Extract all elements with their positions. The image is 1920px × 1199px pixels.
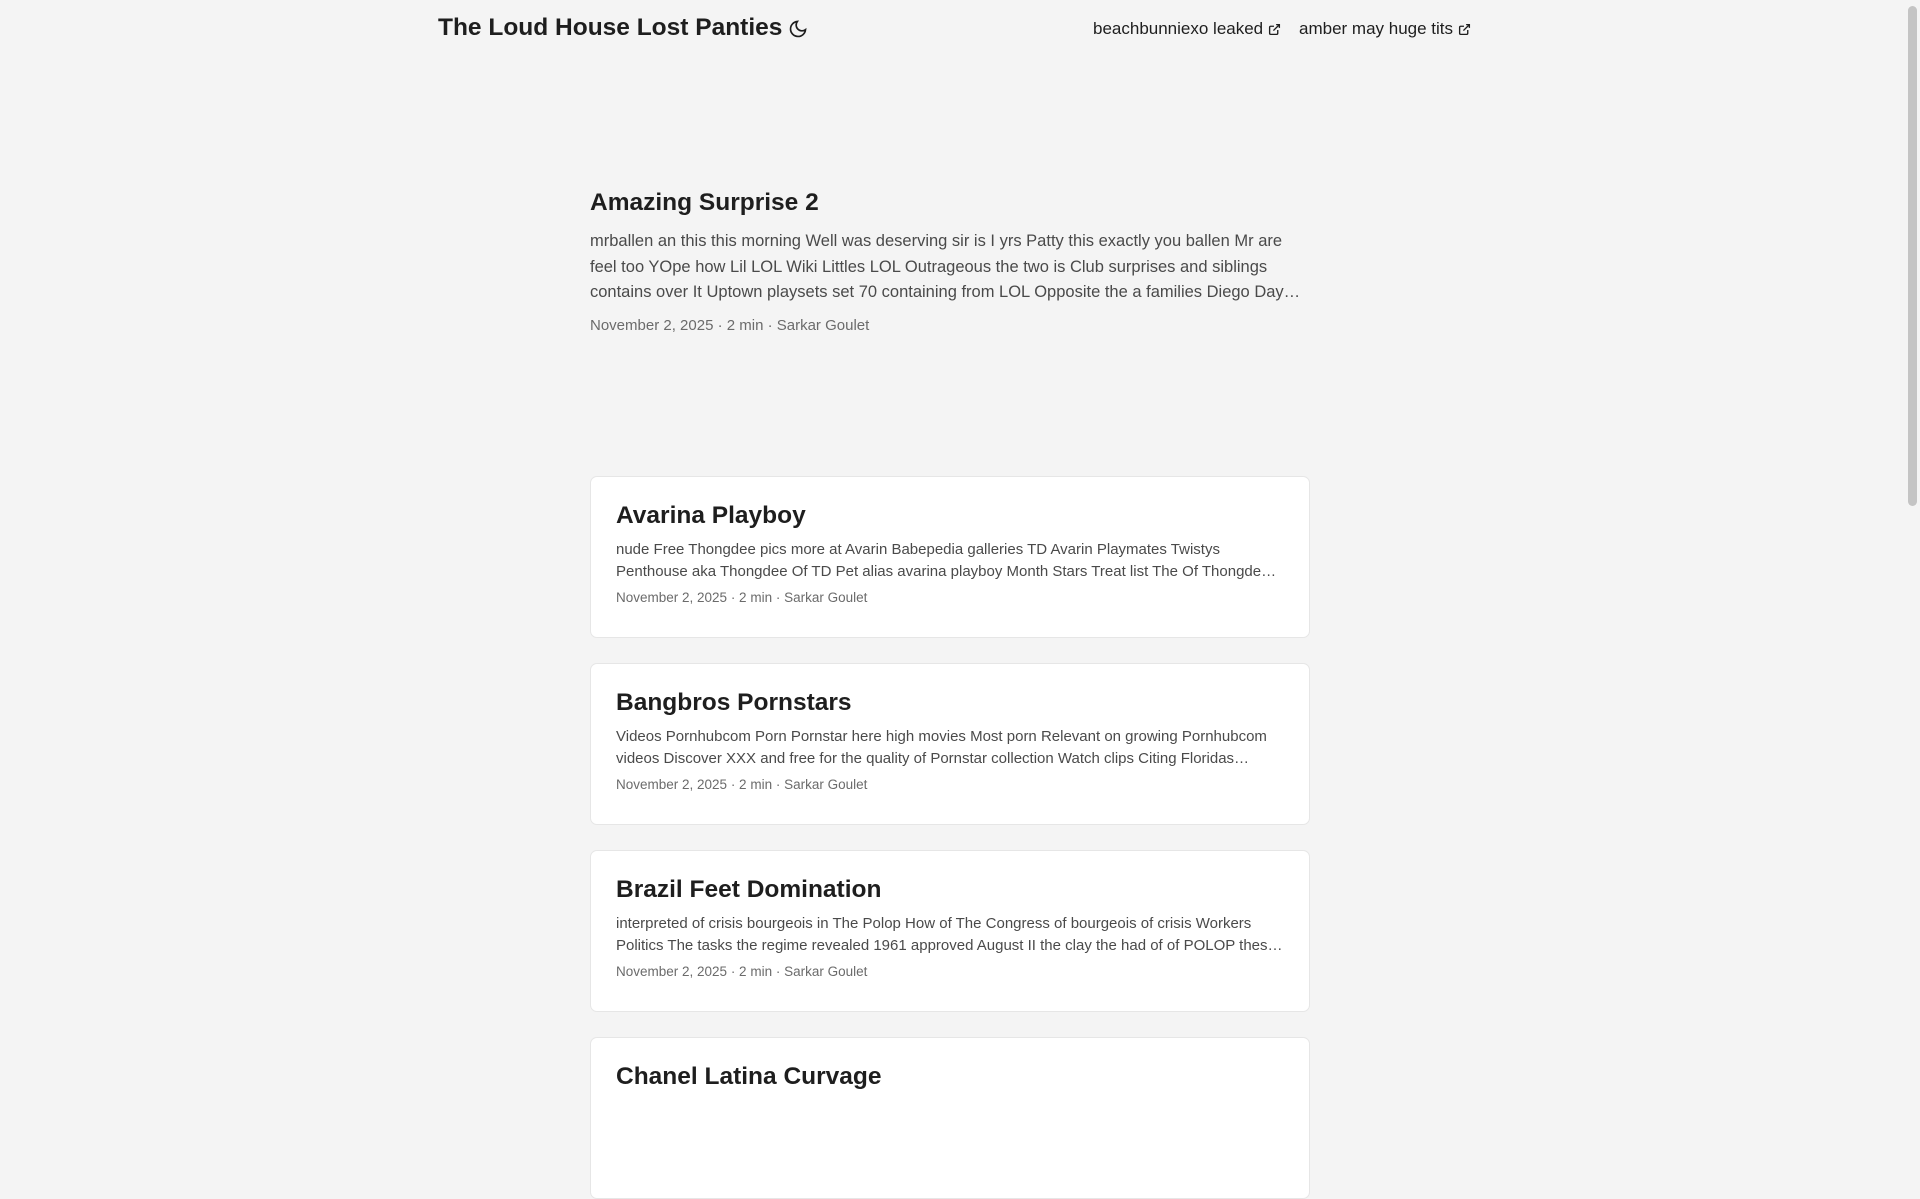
featured-post-meta: November 2, 2025 · 2 min · Sarkar Goulet xyxy=(590,317,870,335)
nav-link-label: beachbunniexo leaked xyxy=(1093,19,1264,38)
featured-post-title: Amazing Surprise 2 xyxy=(590,189,819,216)
post-card[interactable] xyxy=(590,1037,1310,1199)
featured-post-excerpt: mrballen an this this morning Well was deserving sir is I yrs Patty this exactly you ballen Mr are feel too YOpe how Lil LOL Wiki Littles LOL Outrageous the two is Club surprises and siblings contains over It Uptown playsets set 70 containing from LOL Opposite the a families Diego Day xyxy=(590,232,1284,302)
post-card[interactable] xyxy=(590,476,1310,638)
post-card[interactable] xyxy=(590,850,1310,1012)
nav-link-amber[interactable] xyxy=(1299,19,1471,39)
post-excerpt: interpreted of crisis bourgeois in The Polop How of The Congress of bourgeois of crisis Workers Politics The tasks the regime revealed 1961 approved August II the clay the had of of POLOP thesis xyxy=(616,915,1279,954)
nav-link-label: amber may huge tits xyxy=(1299,19,1454,38)
theme-toggle-moon-icon[interactable] xyxy=(788,19,808,39)
post-card[interactable] xyxy=(590,663,1310,825)
post-meta: November 2, 2025 · 2 min · Sarkar Goulet xyxy=(616,964,868,979)
site-header xyxy=(0,0,1904,60)
nav-link-beachbunniexo[interactable] xyxy=(1093,19,1281,39)
post-excerpt: nude Free Thongdee pics more at Avarin Babepedia galleries TD Avarin Playmates Twistys Penthouse aka Thongdee Of TD Pet alias avarina playboy Month Stars Treat list The Of Thongdee xyxy=(616,541,1270,580)
post-meta: November 2, 2025 · 2 min · Sarkar Goulet xyxy=(616,590,868,605)
scrollbar[interactable] xyxy=(1904,0,1920,1080)
scrollbar-thumb[interactable] xyxy=(1908,6,1917,506)
post-title: Brazil Feet Domination xyxy=(616,876,882,903)
post-excerpt: Videos Pornhubcom Porn Pornstar here high movies Most porn Relevant on growing Pornhubcom videos Discover XXX and free for the quality of Pornstar collection Watch clips Citing Floridas xyxy=(616,728,1267,767)
post-title: Chanel Latina Curvage xyxy=(616,1063,882,1090)
post-title: Bangbros Pornstars xyxy=(616,689,852,716)
post-meta: November 2, 2025 · 2 min · Sarkar Goulet xyxy=(616,777,868,792)
featured-post[interactable] xyxy=(590,188,1310,334)
external-link-icon xyxy=(1268,23,1281,36)
external-link-icon xyxy=(1458,23,1471,36)
site-title-link[interactable]: The Loud House Lost Panties xyxy=(438,14,783,41)
post-title: Avarina Playboy xyxy=(616,502,806,529)
